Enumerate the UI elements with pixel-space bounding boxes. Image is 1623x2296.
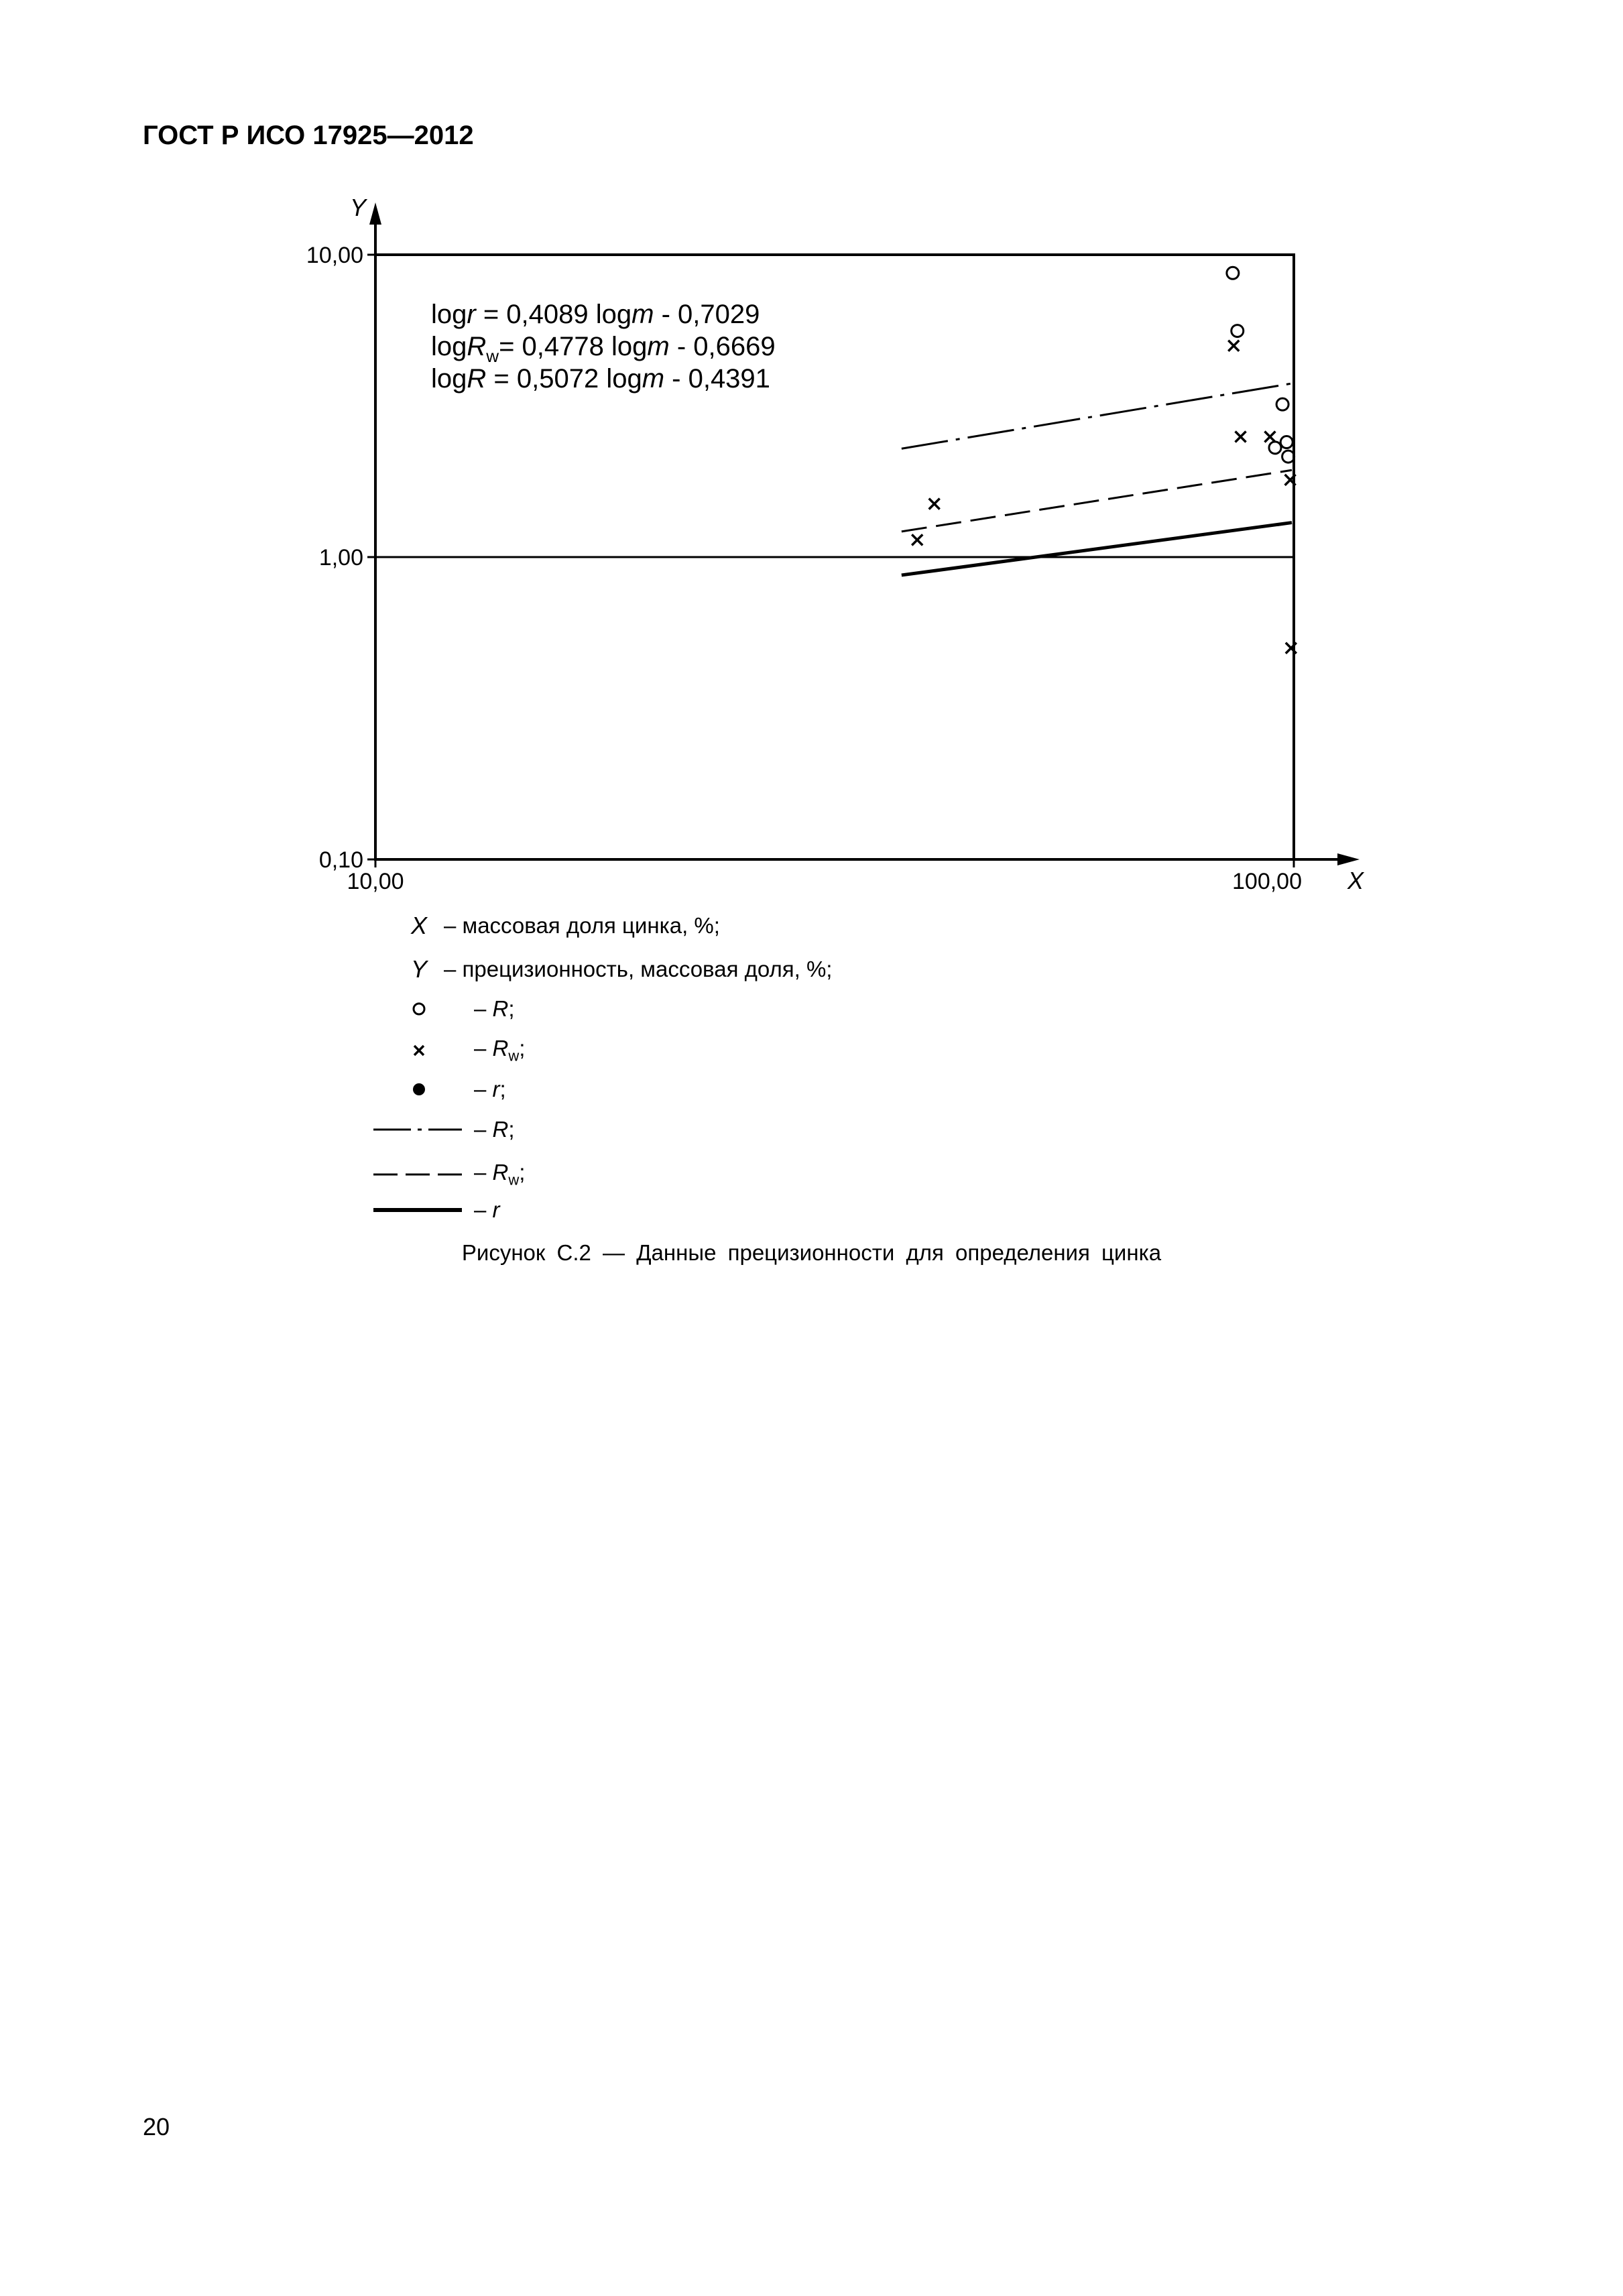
x-axis-label: X <box>1347 867 1364 894</box>
x-tick-label: 100,00 <box>1232 869 1302 894</box>
data-point-r <box>1227 267 1239 279</box>
data-point-rw <box>1228 341 1239 351</box>
x-tick-label: 10,00 <box>347 869 404 894</box>
page-number: 20 <box>143 2113 170 2140</box>
data-point-rw <box>929 499 940 509</box>
precision-chart <box>0 0 1623 939</box>
legend-label: – R; <box>474 996 515 1021</box>
legend-row-line-dashed <box>372 1160 525 1189</box>
legend-symbol-cross <box>372 1037 466 1064</box>
x-axis-arrow <box>1337 853 1360 865</box>
data-point-r <box>1269 442 1281 454</box>
legend-row-line-dash-dot <box>372 1116 515 1143</box>
data-point-r <box>1280 436 1293 448</box>
legend-label: – $R_w$; <box>474 1160 526 1189</box>
y-tick-label: 1,00 <box>318 545 363 570</box>
series-line-rw-dashed <box>902 470 1292 532</box>
y-axis-label: Y <box>350 194 367 221</box>
legend-row-cross <box>372 1036 525 1065</box>
data-point-rw <box>912 534 922 545</box>
legend-row-circle-open <box>372 995 515 1022</box>
series-line-r-solid <box>902 523 1292 575</box>
legend-label: – R; <box>474 1117 515 1142</box>
equation-1: logr = 0,4089 logm - 0,7029 <box>431 300 760 329</box>
y-tick-label: 0,10 <box>318 847 363 873</box>
legend-symbol-line-dashed <box>372 1161 466 1188</box>
legend-label: – $R_w$; <box>474 1036 526 1065</box>
legend-label-x: – массовая доля цинка, %; <box>444 913 720 938</box>
equation-2: logR$_w$= 0,4778 logm - 0,6669 <box>431 332 776 366</box>
data-point-r <box>1282 450 1295 463</box>
legend-symbol-dot <box>372 1076 466 1103</box>
legend-label-y: – прецизионность, массовая доля, %; <box>444 957 833 981</box>
legend-row-y <box>402 955 832 983</box>
legend-row-dot <box>372 1076 506 1103</box>
legend-symbol-x: X <box>410 912 427 939</box>
equation-3: logR = 0,5072 logm - 0,4391 <box>431 364 770 394</box>
data-point-r <box>1231 325 1244 337</box>
legend-symbol-line-solid <box>372 1197 466 1223</box>
legend-symbol-line-dash-dot <box>372 1116 466 1143</box>
series-line-r-dash-dot <box>902 383 1292 448</box>
legend-row-line-solid <box>372 1197 500 1223</box>
legend-symbol-circle-open <box>372 995 466 1022</box>
y-tick-label: 10,00 <box>306 243 363 268</box>
document-header: ГОСТ Р ИСО 17925—2012 <box>143 121 474 150</box>
data-point-rw <box>1236 432 1246 442</box>
legend-label: – r; <box>474 1077 506 1101</box>
legend-row-x <box>402 912 720 940</box>
legend-label: – r <box>474 1197 500 1222</box>
legend-symbol-y: Y <box>410 955 427 983</box>
data-point-r <box>1276 398 1288 410</box>
figure-caption: Рисунок С.2 — Данные прецизионности для определения цинка <box>461 1240 1162 1265</box>
data-point-rw <box>1264 432 1275 442</box>
y-axis-arrow <box>369 202 381 225</box>
